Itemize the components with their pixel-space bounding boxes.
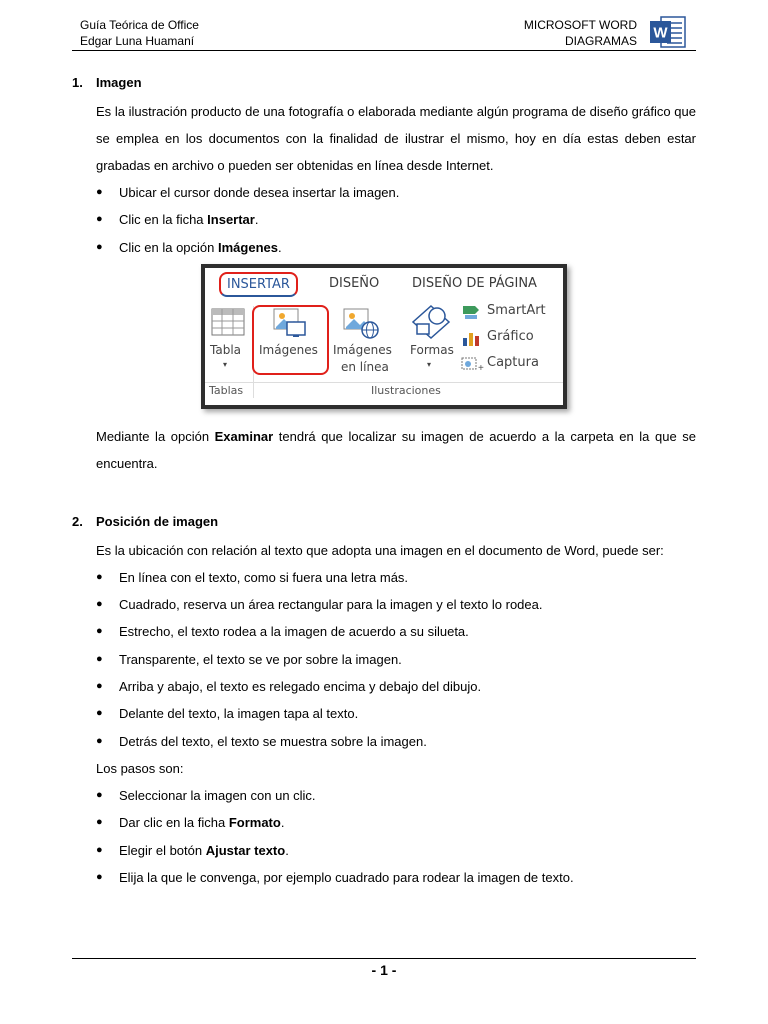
list-item: ● Detrás del texto, el texto se muestra sobre la imagen. xyxy=(96,728,696,755)
bullet-icon: ● xyxy=(96,680,103,693)
tabla-button[interactable]: Tabla xyxy=(210,342,242,357)
bullet-icon: ● xyxy=(96,707,103,720)
chevron-down-icon[interactable]: ▾ xyxy=(427,359,432,369)
list-item: ● Delante del texto, la imagen tapa al texto. xyxy=(96,700,696,727)
section-2-title: Posición de imagen xyxy=(96,513,219,529)
header-left xyxy=(80,17,199,49)
shapes-icon xyxy=(411,304,451,340)
imagenes-en-linea-label: en línea xyxy=(341,359,389,374)
list-item: ● Elija la que le convenga, por ejemplo cuadrado para rodear la imagen de texto. xyxy=(96,864,696,891)
list-item: ● Arriba y abajo, el texto es relegado encima y debajo del dibujo. xyxy=(96,673,696,700)
bullet-icon: ● xyxy=(96,734,103,747)
page-number: - 1 - xyxy=(371,962,397,978)
section-2-paragraph: Es la ubicación con relación al texto que adopta una imagen en el documento de Word, puede ser: xyxy=(96,542,664,558)
svg-text:+: + xyxy=(478,362,484,374)
group-label-divider xyxy=(205,382,563,383)
tab-diseno-pagina[interactable]: DISEÑO DE PÁGINA xyxy=(412,275,537,291)
section-1-heading xyxy=(72,68,696,98)
header-topic: DIAGRAMAS xyxy=(564,34,637,48)
bullet-icon: ● xyxy=(96,570,103,583)
imagenes-button[interactable]: Imágenes xyxy=(259,342,318,357)
header-app-name: MICROSOFT WORD xyxy=(523,18,637,32)
list-item: ● Ubicar el cursor donde desea insertar la imagen. xyxy=(96,179,696,206)
section-1-title: Imagen xyxy=(96,75,142,90)
header-course-title: Guía Teórica de Office xyxy=(80,18,199,32)
section-1-after-text: Mediante la opción Examinar tendrá que localizar su imagen de acuerdo a la carpeta en la que se encuentra. xyxy=(96,428,696,471)
tab-insertar[interactable]: INSERTAR xyxy=(219,272,298,297)
header-author: Edgar Luna Huamaní xyxy=(80,34,195,48)
header-right xyxy=(524,17,637,49)
list-item: ● Clic en la opción Imágenes. xyxy=(96,234,696,261)
bullet-icon: ● xyxy=(96,625,103,638)
bullet-icon: ● xyxy=(96,870,103,883)
bullet-icon: ● xyxy=(96,843,103,856)
tab-diseno[interactable]: DISEÑO xyxy=(329,275,380,291)
smartart-icon xyxy=(461,304,481,320)
steps-label: Los pasos son: xyxy=(96,760,184,776)
list-item: ● Dar clic en la ficha Formato. xyxy=(96,809,696,836)
grafico-button[interactable]: Gráfico xyxy=(487,328,534,344)
list-item: ● Seleccionar la imagen con un clic. xyxy=(96,782,696,809)
smartart-button[interactable]: SmartArt xyxy=(487,302,546,318)
list-item: ● Cuadrado, reserva un área rectangular para la imagen y el texto lo rodea. xyxy=(96,591,696,618)
bullet-icon: ● xyxy=(96,652,103,665)
ribbon-screenshot xyxy=(201,264,567,409)
formas-button[interactable]: Formas xyxy=(410,342,454,357)
chart-icon xyxy=(461,330,481,346)
table-icon xyxy=(211,308,245,336)
list-item: ● Transparente, el texto se ve por sobre la imagen. xyxy=(96,646,696,673)
screenshot-icon xyxy=(461,356,483,372)
group-label-ilustraciones: Ilustraciones xyxy=(371,383,441,397)
list-item: ● Elegir el botón Ajustar texto. xyxy=(96,837,696,864)
bullet-icon: ● xyxy=(96,240,103,253)
online-pictures-icon xyxy=(343,308,381,340)
section-1-bullets xyxy=(72,179,696,261)
list-item: ● Clic en la ficha Insertar. xyxy=(96,206,696,233)
captura-button[interactable]: Captura xyxy=(487,354,539,370)
list-item: ● Estrecho, el texto rodea a la imagen de acuerdo a su silueta. xyxy=(96,618,696,645)
footer-divider xyxy=(72,958,696,959)
group-label-tablas: Tablas xyxy=(209,383,244,397)
section-2-steps xyxy=(72,782,696,891)
list-item: ● En línea con el texto, como si fuera una letra más. xyxy=(96,564,696,591)
section-2-number: 2. xyxy=(72,513,83,529)
bullet-icon: ● xyxy=(96,186,103,198)
section-2-bullets xyxy=(72,564,696,755)
section-1-paragraph: Es la ilustración producto de una fotografía o elaborada mediante algún programa de diseño gráfico que se emplea en los documentos con la finalidad de ilustrar el mismo, hoy en día estas deben estar grabadas en archivo o pueden ser obtenidas en línea desde Internet. xyxy=(96,104,696,173)
imagenes-en-linea-button[interactable]: Imágenes xyxy=(333,342,392,357)
word-logo-icon xyxy=(649,14,687,50)
section-1-number: 1. xyxy=(72,75,83,90)
document-body xyxy=(72,68,696,891)
word-logo-letter: W xyxy=(653,24,668,42)
bullet-icon: ● xyxy=(96,598,103,611)
chevron-down-icon[interactable]: ▾ xyxy=(223,359,228,369)
section-2-heading xyxy=(72,507,696,537)
bullet-icon: ● xyxy=(96,816,103,829)
pictures-icon xyxy=(273,308,307,338)
bullet-icon: ● xyxy=(96,788,103,801)
bullet-icon: ● xyxy=(96,213,103,226)
header-divider xyxy=(72,50,696,51)
